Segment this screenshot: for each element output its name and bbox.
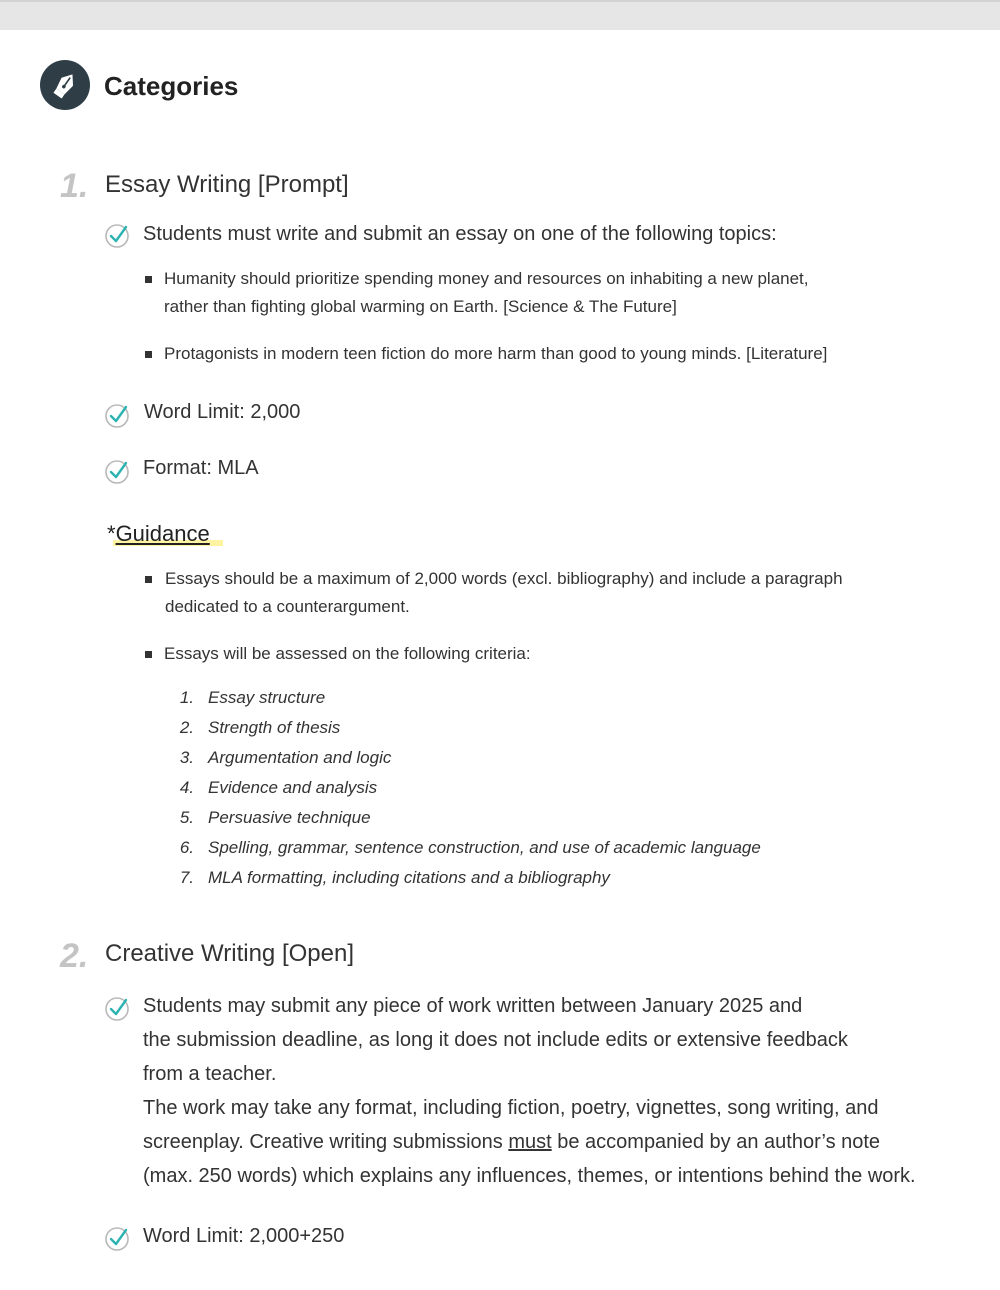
bullet-marker (145, 576, 152, 583)
criteria-item: Spelling, grammar, sentence construction, and use of academic language (208, 838, 761, 857)
criteria-item: Persuasive technique (208, 808, 371, 827)
criteria-number: 7. (179, 868, 194, 887)
creative-paragraph-line: Students may submit any piece of work written between January 2025 and (143, 995, 803, 1017)
word-limit-text: Word Limit: 2,000 (144, 401, 301, 423)
bullet-marker (145, 651, 152, 658)
guidance-line: dedicated to a counterargument. (165, 597, 410, 616)
criteria-item: Strength of thesis (208, 718, 341, 737)
page-title: Categories (104, 71, 239, 101)
guidance-heading (107, 519, 210, 549)
criteria-number: 2. (179, 718, 194, 737)
format-text: Format: MLA (143, 457, 259, 479)
criteria-number: 6. (179, 838, 194, 857)
check-circle-icon (104, 402, 130, 428)
check-circle-icon (104, 995, 130, 1021)
creative-paragraph-line: the submission deadline, as long it does not include edits or extensive feedback (143, 1029, 848, 1051)
creative-paragraph-line: from a teacher. (143, 1063, 277, 1085)
topic-line: rather than fighting global warming on Earth. [Science & The Future] (164, 297, 677, 316)
fountain-pen-icon (40, 60, 90, 110)
section-title: Essay Writing [Prompt] (105, 171, 349, 198)
line-text: be accompanied by an author’s note (551, 1131, 881, 1153)
emphasis-must: must (508, 1131, 552, 1153)
section-number: 1. (60, 167, 89, 205)
guidance-prefix: * (107, 521, 116, 546)
criteria-number: 5. (179, 808, 194, 827)
section-number: 2. (60, 937, 89, 975)
check-item-text: Students must write and submit an essay on one of the following topics: (143, 223, 777, 245)
criteria-number: 4. (179, 778, 194, 797)
check-circle-icon (104, 458, 130, 484)
check-circle-icon (104, 222, 130, 248)
word-limit-text: Word Limit: 2,000+250 (143, 1225, 345, 1247)
criteria-number: 3. (179, 748, 194, 767)
criteria-item: Evidence and analysis (208, 778, 378, 797)
creative-paragraph-line: The work may take any format, including fiction, poetry, vignettes, song writing, and (143, 1097, 879, 1119)
guidance-line: Essays should be a maximum of 2,000 words (excl. bibliography) and include a paragraph (165, 569, 843, 588)
creative-paragraph-line (143, 1125, 880, 1159)
criteria-item: MLA formatting, including citations and a bibliography (208, 868, 610, 887)
guidance-label: Guidance (115, 521, 210, 546)
top-bar (0, 0, 1000, 30)
guidance-line: Essays will be assessed on the following criteria: (164, 644, 531, 663)
topic-line: Protagonists in modern teen fiction do more harm than good to young minds. [Literature] (164, 344, 828, 363)
criteria-item: Argumentation and logic (208, 748, 392, 767)
topic-line: Humanity should prioritize spending money and resources on inhabiting a new planet, (164, 269, 809, 288)
bullet-marker (145, 351, 152, 358)
line-text: screenplay. Creative writing submissions (143, 1131, 509, 1153)
creative-paragraph-line: (max. 250 words) which explains any influences, themes, or intentions behind the work. (143, 1165, 916, 1187)
criteria-number: 1. (179, 688, 194, 707)
criteria-item: Essay structure (208, 688, 326, 707)
check-circle-icon (104, 1225, 130, 1251)
section-title: Creative Writing [Open] (105, 940, 354, 967)
bullet-marker (145, 276, 152, 283)
